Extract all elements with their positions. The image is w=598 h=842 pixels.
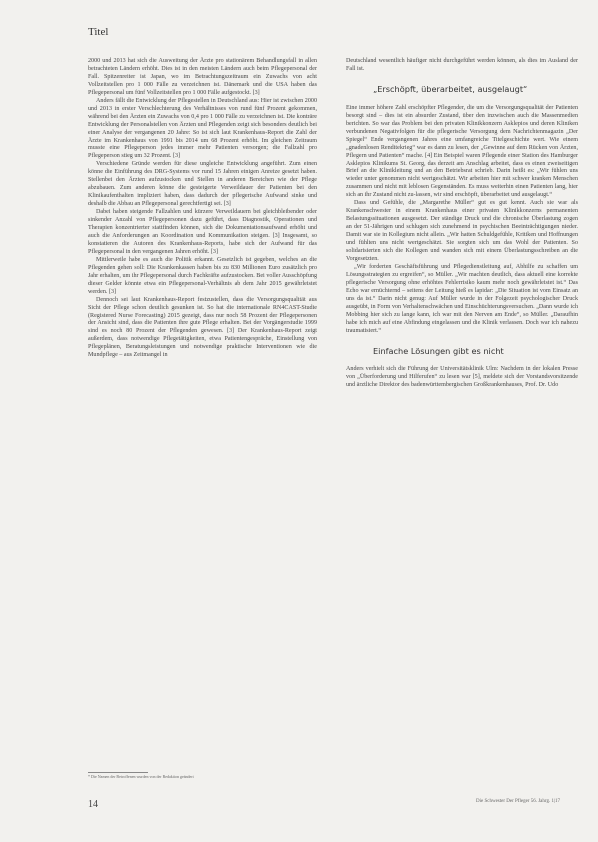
paragraph: Anders verhielt sich die Führung der Universitätsklinik Ulm: Nachdem in der lokalen Presse von „Überforderung und Hilferufen“ zu lesen war [5], meldete sich der Vorstandsvorsitzende und ärztliche Direktor des badenwürttembergischen Großkrankenhauses, Prof. Dr. Udo [346,366,578,389]
page-number: 14 [88,799,98,810]
running-title: Titel [88,26,109,38]
paragraph: Anders fällt die Entwicklung der Pflegestellen in Deutschland aus: Hier ist zwischen 2000 und 2013 in erster Verschlechterung des Verhältnisses von rund fünf Prozent gekommen, während bei den Ärzten ein Zuwachs von 0,4 pro 1 000 Fälle zu verzeichnen ist. Die konträre Entwicklung der Personalstellen von Ärzten und Pflegenden zeigt sich besonders deutlich bei einer Analyse der vergangenen 20 Jahre: So ist sich laut Krankenhaus-Report die Zahl der Ärzte im Krankenhaus von 1991 bis 2014 um 68 Prozent erhöht. Im gleichen Zeitraum musste eine Pflegeperson jedes immer mehr Patienten versorgen; die Fallzahl pro Pflegeperson stieg um 32 Prozent. [3] [88,97,317,160]
footnote-divider [88,772,148,773]
paragraph: Mittlerweile habe es auch die Politik erkannt. Gesetzlich ist gegeben, welches an die Pflegenden gehen soll: Die Krankenkassen haben bis zu 830 Millionen Euro zusätzlich pro Jahr erhalten, um ihr Pflegepersonal durch Fachkräfte aufzustocken. Bei voller Ausschöpfung dieser Gelder könnte etwa ein Pflegepersonal-Verhältnis ab dem Jahr 2015 gewährleistet werden. [3] [88,256,317,295]
paragraph: Dass und Gefühle, die „Margarethe Müller“ gut es gut kennt. Auch sie war als Krankenschwester in einem Krankenhaus einer privaten Klinikkonzerns permanenten Belastungssituationen ausgesetzt. Der ständige Druck und die chronische Überlastung zogen an der 51-Jährigen und schlugen sich zunehmend in psychischen Beeinträchtigungen nieder. Damit war sie in Kollegium nicht allein. „Wir hatten Schuldgefühle, Kritiken und Hoffnungen und fühlten uns nicht wertgeschätzt. Sie sorgten sich um das Wohl der Patienten. So solidarisierten sich die Kollegen und wanden sich mit einem Überlastungsschreiben an die Vorgesetzten. [346,200,578,262]
paragraph: Dabei haben steigende Fallzahlen und kürzere Verweildauern bei gleichbleibender oder sinkender Anzahl von Pflegepersonen dazu geführt, dass Diagnostik, Operationen und Therapien konzentrierter stattfinden können, sich die Dokumentationsaufwand erhöht und auch die Anforderungen an Koordination und Kommunikation steigen. [3] Insgesamt, so konstatieren die Autoren des Krankenhaus-Reports, habe sich der Aufwand für das Pflegepersonal in den vergangenen Jahren erhöht. [3] [88,209,317,255]
paragraph: Deutschland wesentlich häufiger nicht durchgeführt werden können, als dies im Ausland der Fall ist. [346,58,578,72]
paragraph: 2000 und 2013 hat sich die Ausweitung der Ärzte pro stationärem Behandlungsfall in allen betrachteten Ländern erhöht. Dies ist in den meisten Ländern auch beim Pflegepersonal der Fall. Spitzenreiter ist Japan, wo im Betrachtungszeitraum ein Zuwachs von acht Vollzeitstellen pro 1 000 Fälle zu verzeichnen ist. Dänemark und die USA haben das Pflegepersonal um fünf Vollzeitstellen pro 1 000 Fälle aufgestockt. [3] [88,58,317,96]
paragraph: Dennoch sei laut Krankenhaus-Report festzustellen, dass die Versorgungsqualität aus Sicht der Pflege schon deutlich gesunken ist. So hat die internationale RN4CAST-Studie (Registered Nurse Forecasting) 2015 gezeigt, dass nur noch 58 Prozent der Pflegepersonen der Ansicht sind, dass die Patienten ihre gute Pflege erhalten. Bei der Vorgängerstudie 1999 sind es noch 80 Prozent der Pflegenden gewesen. [3] Der Krankenhaus-Report zeigt außerdem, dass notwendige Pflegetätigkeiten, etwa Patientengespräche, Einstellung von Pflegeplänen, Beratungsleistungen und notwendige praktische Interventionen wie die Mundpflege – aus Zeitmangel in [88,296,317,359]
right-column [346,58,578,390]
section-heading: Einfache Lösungen gibt es nicht [373,345,504,356]
footer-source: Die Schwester Der Pfleger 56. Jahrg. 1|17 [476,799,560,804]
section-heading: „Erschöpft, überarbeitet, ausgelaugt“ [373,83,528,94]
paragraph: „Wir forderten Geschäftsführung und Pflegedienstleitung auf, Abhilfe zu schaffen um Lösungsstrategien zu ergreifen“, so Müller. „Wir machten deutlich, dass aktuell eine korrekte pflegerische Versorgung ohne erhöhtes Fehlerrisiko kaum mehr noch gewährleistet ist.“ Das Echo war ernüchternd – seitens der Leitung hieß es lapidar: „Die Situation ist vom Einsatz an uns da ist.“ Darin nicht genug: Auf Müller wurde in der Folgezeit psychologischer Druck ausgeübt, in Form von Verhaltenschwächen und Einschüchterungsversuchen. „Dann wurde ich Mobbing hier sich zu lange kann, ich war mit den Nerven am Ende“, so Müller. „Daraufhin habe ich mich auf eine Abfindung eingelassen und die Klinik verlassen. Doch war ich nahezu traumatisiert.“ [346,263,578,334]
paragraph: Verschiedene Gründe werden für diese ungleiche Entwicklung angeführt. Zum einen könne die Einführung des DRG-Systems vor rund 15 Jahren einigen Anreize gesetzt haben. Stellenbei den Ärzten aufzustocken und Stellen in anderen Bereichen wie der Pflege abzubauen. Zum anderen könne die gesteigerte Verweildauer der Patienten bei den Klinikaufenthalten impliziert haben, dass dadurch der pflegerische Aufwand sinke und deshalb die Abbau an Pflegepersonal gerechtfertigt sei. [3] [88,161,317,208]
paragraph: Eine immer höhere Zahl erschöpfter Pflegender, die um die Versorgungsqualität der Patienten besorgt sind – dies ist ein absurder Zustand, über den inzwischen auch die Massenmedien berichten. So war das Problem bei den privaten Klinikkonzern Asklepios und deren Kliniken verbundenen Negativfolgen für die pflegerische Versorgung dem Nachrichtenmagazin „Der Spiegel“ Ende vergangenen Jahres eine umfangreiche Titelgeschichte wert. Wie einem „gnadenlosen Renditekrieg“ war es dann zu lesen, der „Gewinne auf dem Rücken von Ärzten, Pflegern und Patienten“ mache. [4] Ein Beispiel waren Pflegende einer Station des Hamburger Asklepios Klinikums St. Georg, das derzeit am Anschlag arbeitet, dass es einen zweiseitigen Brief an die Klinikleitung und an den Betriebsrat schrieb. Darin heißt es: „Wir fühlen uns wieder unter genommen nicht wertgeschätzt. Wir arbeiten hier mit schwer kranken Menschen zusammen und nicht mit leblosen Gegenständen. Es muss weiterhin einen Patienten lang, hier sich an ihr Zustand nicht zu-lassen, wir sind erschöpft, überarbeitet und ausgelaugt.“ [346,104,578,199]
footnote: * Die Namen der Betroffenen wurden von der Redaktion geändert [88,774,194,779]
left-column [88,58,317,360]
